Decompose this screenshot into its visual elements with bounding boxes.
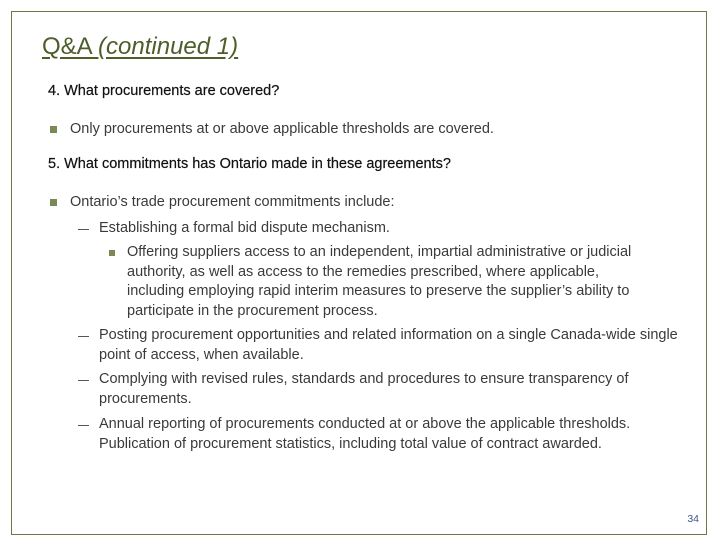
- dash-marker: [78, 229, 89, 230]
- commitment-item: Complying with revised rules, standards and procedures to ensure transparency of procurements.: [99, 371, 629, 407]
- page-number: 34: [687, 513, 699, 525]
- commitment-item: Establishing a formal bid dispute mechanism.: [99, 220, 390, 236]
- bullet-marker: [50, 126, 57, 133]
- question-4-heading: 4. What procurements are covered?: [48, 83, 280, 99]
- commitment-subitem: Offering suppliers access to an independent, impartial administrative or judicial authority, as well as access to the remedies prescribed, where applicable, including employing rapid interim measures to preserve the supplier’s ability to participate in the procurement process.: [127, 244, 632, 319]
- title-continued: (continued 1): [98, 33, 239, 60]
- slide-title: [42, 33, 238, 61]
- dash-marker: [78, 380, 89, 381]
- dash-marker: [78, 425, 89, 426]
- question-5-intro: Ontario’s trade procurement commitments include:: [70, 194, 395, 210]
- question-4-answer: Only procurements at or above applicable thresholds are covered.: [70, 121, 494, 137]
- bullet-marker: [50, 199, 57, 206]
- title-main: Q&A: [42, 33, 99, 60]
- sub-bullet-marker: [109, 250, 115, 256]
- commitment-item: Posting procurement opportunities and related information on a single Canada-wide single point of access, when available.: [99, 327, 678, 363]
- commitment-item: Annual reporting of procurements conducted at or above the applicable thresholds. Publication of procurement statistics, including total value of contract awarded.: [99, 416, 631, 452]
- dash-marker: [78, 336, 89, 337]
- question-5-heading: 5. What commitments has Ontario made in these agreements?: [48, 156, 451, 172]
